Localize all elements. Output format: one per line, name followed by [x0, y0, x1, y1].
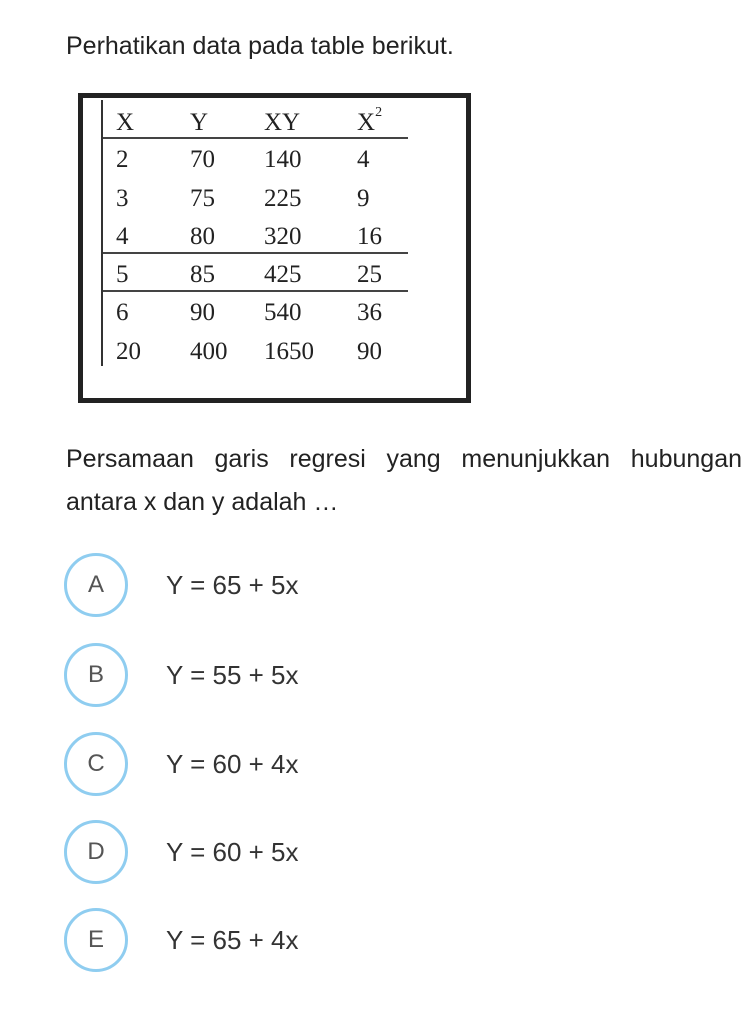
table-cell: 320	[264, 223, 302, 250]
header-x: X	[116, 109, 135, 136]
table-cell: 2	[116, 146, 129, 173]
table-cell: 540	[264, 299, 302, 326]
table-cell: 5	[116, 261, 129, 288]
option-text: Y = 65 + 5x	[166, 569, 299, 600]
table-cell: 85	[190, 261, 215, 288]
row-rule	[103, 290, 408, 292]
table-cell: 9	[357, 185, 370, 212]
header-y: Y	[190, 109, 209, 136]
option-a[interactable]	[64, 553, 384, 617]
option-letter-circle[interactable]: D	[64, 820, 128, 884]
option-letter-circle[interactable]: E	[64, 908, 128, 972]
table-cell: 90	[357, 338, 382, 365]
option-text: Y = 55 + 5x	[166, 659, 299, 690]
table-cell: 3	[116, 185, 129, 212]
header-xy: XY	[264, 109, 301, 136]
table-cell: 1650	[264, 338, 314, 365]
option-text: Y = 65 + 4x	[166, 924, 299, 955]
table-cell: 70	[190, 146, 215, 173]
option-letter-circle[interactable]: A	[64, 553, 128, 617]
table-cell: 20	[116, 338, 141, 365]
option-text: Y = 60 + 5x	[166, 836, 299, 867]
option-b[interactable]	[64, 643, 384, 707]
table-cell: 90	[190, 299, 215, 326]
table-cell: 4	[357, 146, 370, 173]
table-cell: 6	[116, 299, 129, 326]
question-text: Persamaan garis regresi yang menunjukkan hubungan antara x dan y adalah …	[66, 445, 742, 516]
table-cell: 80	[190, 223, 215, 250]
row-rule	[103, 252, 408, 254]
header-x-squared	[357, 105, 383, 136]
option-text: Y = 60 + 4x	[166, 748, 299, 779]
option-d[interactable]	[64, 820, 384, 884]
table-cell: 4	[116, 223, 129, 250]
table-cell: 425	[264, 261, 302, 288]
option-letter-circle[interactable]: C	[64, 732, 128, 796]
table-cell: 400	[190, 338, 228, 365]
table-cell: 75	[190, 185, 215, 212]
option-letter-circle[interactable]: B	[64, 643, 128, 707]
table-cell: 25	[357, 261, 382, 288]
table-cell: 225	[264, 185, 302, 212]
header-x-base: X	[357, 109, 376, 136]
header-rule	[103, 137, 408, 139]
option-e[interactable]	[64, 908, 384, 972]
table-left-rule	[101, 100, 103, 366]
table-cell: 140	[264, 146, 302, 173]
intro-text: Perhatikan data pada table berikut.	[66, 32, 454, 60]
option-c[interactable]	[64, 732, 384, 796]
table-cell: 36	[357, 299, 382, 326]
header-exponent: 2	[375, 105, 383, 120]
table-cell: 16	[357, 223, 382, 250]
